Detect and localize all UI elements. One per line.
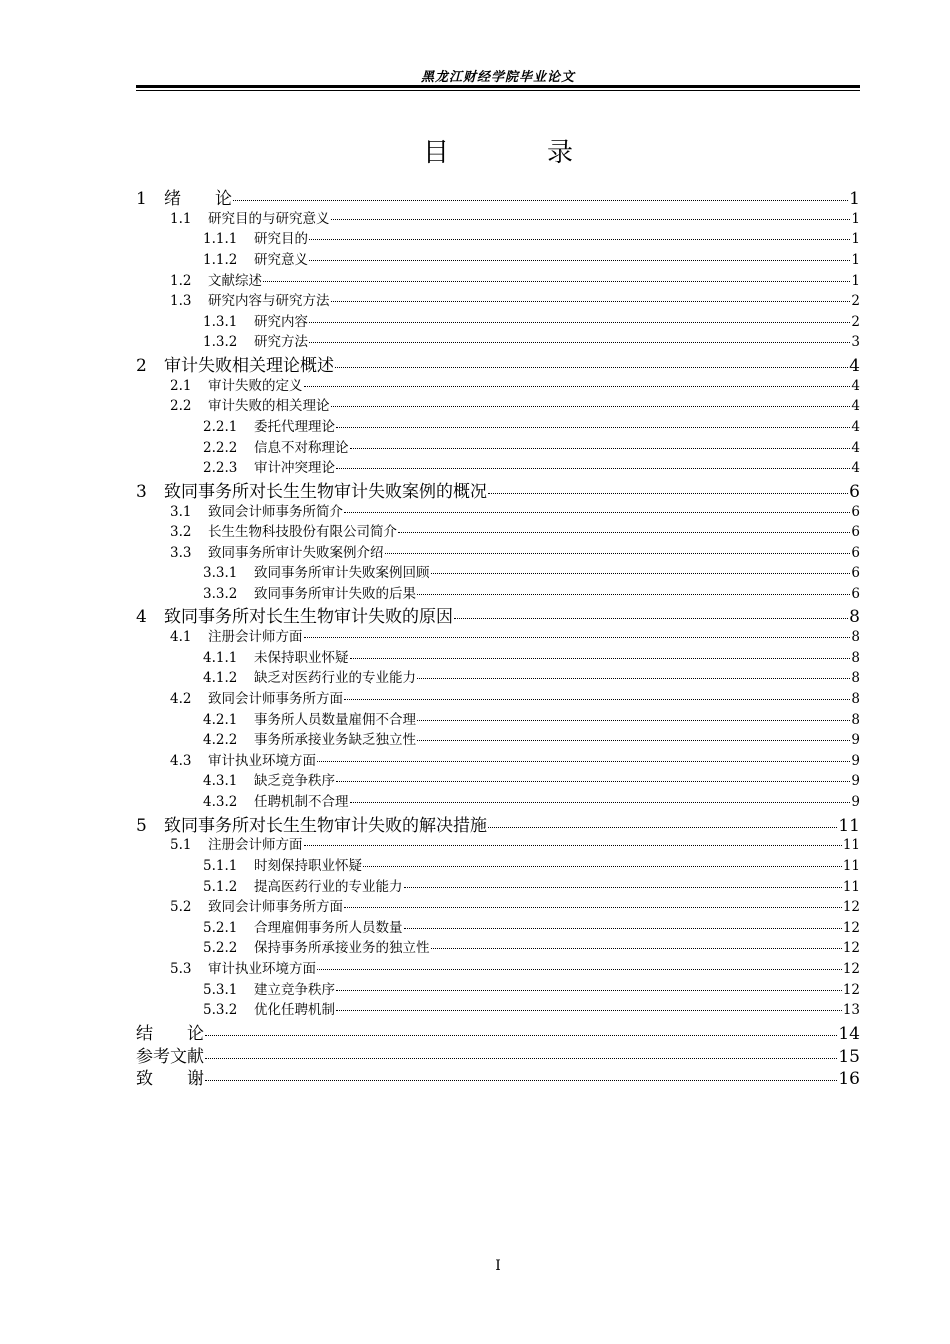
toc-entry-number: 5.1.2: [203, 878, 238, 895]
toc-entry[interactable]: [136, 1019, 860, 1042]
toc-entry[interactable]: [136, 520, 860, 541]
toc-dot-leader: [417, 740, 850, 741]
toc-entry-title: 研究目的: [254, 231, 308, 248]
toc-entry[interactable]: [136, 895, 860, 916]
toc-entry[interactable]: [136, 351, 860, 374]
toc-entry-title: 注册会计师方面: [208, 837, 303, 854]
toc-entry-page: 9: [851, 773, 860, 790]
toc-entry-number: 4.1.1: [203, 649, 238, 666]
toc-entry[interactable]: [136, 790, 860, 811]
toc-entry-page: 6: [849, 481, 860, 502]
toc-entry-page: 16: [838, 1069, 860, 1090]
toc-entry-title: 长生生物科技股份有限公司简介: [208, 524, 397, 541]
toc-entry-page: 4: [851, 460, 860, 477]
toc-entry-page: 12: [842, 919, 860, 936]
header-rule-thick: [136, 85, 860, 88]
toc-dot-leader: [335, 367, 848, 368]
toc-entry[interactable]: [136, 330, 860, 351]
toc-entry-title: 委托代理理论: [254, 418, 335, 435]
toc-entry-title: 研究内容与研究方法: [208, 293, 330, 310]
toc-dot-leader: [344, 699, 850, 700]
toc-entry-page: 11: [842, 878, 860, 895]
toc-entry-page: 9: [851, 732, 860, 749]
toc-entry-title: 致同会计师事务所方面: [208, 691, 343, 708]
toc-entry-number: 4: [136, 607, 147, 628]
toc-entry-title: 审计冲突理论: [254, 460, 335, 477]
toc-entry[interactable]: [136, 666, 860, 687]
toc-entry-title: 致 谢: [136, 1069, 204, 1090]
toc-entry-page: 8: [851, 670, 860, 687]
toc-entry-page: 6: [851, 503, 860, 520]
toc-entry-page: 11: [842, 837, 860, 854]
toc-dot-leader: [350, 658, 851, 659]
toc-entry[interactable]: [136, 289, 860, 310]
toc-entry[interactable]: [136, 625, 860, 646]
toc-entry-number: 5.2: [170, 899, 192, 916]
toc-entry-page: 6: [851, 524, 860, 541]
toc-dot-leader: [336, 468, 850, 469]
toc-entry-page: 4: [851, 418, 860, 435]
toc-entry-title: 缺乏对医药行业的专业能力: [254, 670, 416, 687]
toc-entry-number: 3.3.1: [203, 565, 238, 582]
toc-entry[interactable]: [136, 854, 860, 875]
toc-entry-title: 审计执业环境方面: [208, 752, 316, 769]
toc-entry[interactable]: [136, 916, 860, 937]
toc-entry[interactable]: [136, 602, 860, 628]
toc-entry[interactable]: [136, 374, 860, 395]
toc-entry[interactable]: [136, 875, 860, 896]
toc-dot-leader: [336, 990, 842, 991]
toc-entry-title: 研究内容: [254, 313, 308, 330]
toc-dot-leader: [309, 239, 850, 240]
toc-entry[interactable]: [136, 310, 860, 331]
toc-entry-number: 3.3: [170, 544, 192, 561]
toc-entry[interactable]: [136, 415, 860, 436]
toc-entry-number: 5.3: [170, 960, 192, 977]
toc-dot-leader: [205, 1058, 837, 1059]
toc-dot-leader: [309, 322, 850, 323]
toc-entry-title: 优化任聘机制: [254, 1002, 335, 1019]
toc-entry-page: 1: [851, 210, 860, 227]
toc-entry[interactable]: [136, 500, 860, 521]
toc-entry-number: 2.2.3: [203, 460, 238, 477]
toc-entry-number: 4.1.2: [203, 670, 238, 687]
toc-entry-number: 3: [136, 481, 147, 502]
toc-entry-page: 15: [838, 1046, 860, 1067]
toc-entry-number: 1.3.1: [203, 313, 238, 330]
toc-dot-leader: [317, 761, 850, 762]
toc-entry-title: 建立竞争秩序: [254, 981, 335, 998]
toc-entry-title: 审计失败的相关理论: [208, 398, 330, 415]
toc-entry-number: 2.2: [170, 398, 192, 415]
toc-entry-page: 12: [842, 940, 860, 957]
toc-entry-title: 致同事务所审计失败案例介绍: [208, 544, 384, 561]
toc-entry[interactable]: [136, 708, 860, 729]
toc-entry[interactable]: [136, 541, 860, 562]
toc-entry-number: 4.1: [170, 629, 192, 646]
toc-entry-page: 11: [838, 815, 860, 836]
toc-entry-page: 8: [851, 691, 860, 708]
toc-entry-number: 2.1: [170, 377, 192, 394]
toc-entry-page: 9: [851, 752, 860, 769]
toc-dot-leader: [344, 512, 850, 513]
toc-dot-leader: [205, 1035, 837, 1036]
toc-dot-leader: [336, 781, 850, 782]
toc-entry-title: 保持事务所承接业务的独立性: [254, 940, 430, 957]
toc-entry[interactable]: [136, 1042, 860, 1065]
toc-entry-page: 1: [851, 231, 860, 248]
toc-entry-number: 4.2.2: [203, 732, 238, 749]
toc-dot-leader: [417, 678, 850, 679]
toc-dot-leader: [331, 301, 851, 302]
toc-entry-title: 事务所承接业务缺乏独立性: [254, 732, 416, 749]
toc-entry-number: 2.2.1: [203, 418, 238, 435]
toc-entry-title: 致同事务所对长生生物审计失败的解决措施: [164, 815, 487, 836]
toc-entry-title: 任聘机制不合理: [254, 794, 349, 811]
toc-entry[interactable]: [136, 582, 860, 603]
toc-entry-title: 审计失败的定义: [208, 377, 303, 394]
toc-entry-number: 1.3.2: [203, 334, 238, 351]
toc-entry-number: 3.3.2: [203, 585, 238, 602]
toc-entry[interactable]: [136, 248, 860, 269]
toc-entry-page: 9: [851, 794, 860, 811]
toc-entry[interactable]: [136, 646, 860, 667]
toc-entry[interactable]: [136, 769, 860, 790]
toc-entry-title: 提高医药行业的专业能力: [254, 878, 403, 895]
toc-entry-page: 6: [851, 585, 860, 602]
toc-entry-page: 1: [851, 251, 860, 268]
toc-dot-leader: [431, 948, 842, 949]
toc-entry[interactable]: [136, 477, 860, 500]
toc-entry-title: 审计执业环境方面: [208, 960, 316, 977]
toc-dot-leader: [309, 260, 850, 261]
toc-entry-number: 4.3.2: [203, 794, 238, 811]
table-of-contents: [136, 184, 860, 1090]
toc-dot-leader: [336, 1010, 842, 1011]
toc-entry[interactable]: [136, 269, 860, 290]
toc-entry[interactable]: [136, 998, 860, 1019]
toc-entry[interactable]: [136, 687, 860, 708]
toc-dot-leader: [304, 845, 842, 846]
toc-entry-page: 6: [851, 544, 860, 561]
toc-dot-leader: [205, 1080, 837, 1081]
toc-entry-page: 12: [842, 960, 860, 977]
toc-entry-page: 2: [851, 293, 860, 310]
toc-entry-title: 未保持职业怀疑: [254, 649, 349, 666]
toc-dot-leader: [454, 618, 848, 619]
toc-entry-number: 5.3.2: [203, 1002, 238, 1019]
toc-dot-leader: [344, 907, 842, 908]
toc-dot-leader: [336, 427, 850, 428]
toc-entry-page: 8: [851, 629, 860, 646]
toc-entry-number: 5.1.1: [203, 858, 238, 875]
toc-entry-page: 4: [851, 398, 860, 415]
toc-dot-leader: [431, 573, 851, 574]
page-title: 目 录: [422, 138, 609, 168]
toc-entry-number: 4.2: [170, 691, 192, 708]
toc-entry[interactable]: [136, 436, 860, 457]
toc-entry[interactable]: [136, 936, 860, 957]
toc-entry-page: 1: [851, 272, 860, 289]
toc-dot-leader: [304, 637, 851, 638]
toc-entry-number: 1: [136, 189, 147, 209]
toc-dot-leader: [417, 720, 850, 721]
toc-entry-page: 12: [842, 899, 860, 916]
toc-entry-title: 时刻保持职业怀疑: [254, 858, 362, 875]
toc-entry-number: 3.1: [170, 503, 192, 520]
toc-entry[interactable]: [136, 227, 860, 248]
toc-entry-title: 致同事务所审计失败的后果: [254, 585, 416, 602]
toc-entry-title: 致同会计师事务所方面: [208, 899, 343, 916]
toc-entry[interactable]: [136, 749, 860, 770]
toc-entry[interactable]: [136, 978, 860, 999]
toc-entry-number: 5.1: [170, 837, 192, 854]
toc-entry-page: 11: [842, 858, 860, 875]
toc-entry-number: 3.2: [170, 524, 192, 541]
toc-entry-title: 注册会计师方面: [208, 629, 303, 646]
toc-entry[interactable]: [136, 456, 860, 477]
toc-entry-number: 2: [136, 355, 147, 376]
toc-entry-title: 研究目的与研究意义: [208, 210, 330, 227]
toc-entry-number: 1.1: [170, 210, 192, 227]
toc-entry-title: 参考文献: [136, 1046, 204, 1067]
toc-entry-title: 事务所人员数量雇佣不合理: [254, 711, 416, 728]
toc-dot-leader: [398, 532, 850, 533]
toc-dot-leader: [233, 200, 848, 201]
toc-entry-page: 4: [851, 439, 860, 456]
toc-entry[interactable]: [136, 1064, 860, 1090]
toc-entry[interactable]: [136, 561, 860, 582]
toc-dot-leader: [385, 553, 851, 554]
toc-dot-leader: [350, 802, 851, 803]
toc-entry[interactable]: [136, 811, 860, 834]
toc-entry-page: 1: [849, 189, 860, 209]
toc-entry-number: 5.2.1: [203, 919, 238, 936]
toc-entry-page: 8: [849, 607, 860, 628]
toc-dot-leader: [331, 219, 851, 220]
toc-entry-title: 致同事务所审计失败案例回顾: [254, 565, 430, 582]
toc-entry-number: 4.3: [170, 752, 192, 769]
toc-entry[interactable]: [136, 833, 860, 854]
toc-entry[interactable]: [136, 184, 860, 207]
toc-entry-number: 1.1.1: [203, 231, 238, 248]
toc-entry-page: 12: [842, 981, 860, 998]
toc-entry-title: 研究方法: [254, 334, 308, 351]
toc-dot-leader: [404, 887, 842, 888]
toc-entry-page: 4: [851, 377, 860, 394]
toc-dot-leader: [263, 281, 850, 282]
toc-entry-title: 致同会计师事务所简介: [208, 503, 343, 520]
toc-entry-title: 审计失败相关理论概述: [164, 355, 334, 376]
toc-dot-leader: [309, 342, 850, 343]
toc-entry-page: 4: [849, 355, 860, 376]
toc-entry-page: 13: [842, 1002, 860, 1019]
toc-entry-number: 4.3.1: [203, 773, 238, 790]
toc-entry-title: 研究意义: [254, 251, 308, 268]
toc-entry-title: 致同事务所对长生生物审计失败的原因: [164, 607, 453, 628]
toc-dot-leader: [417, 594, 850, 595]
toc-entry-page: 14: [838, 1023, 860, 1044]
toc-entry-title: 绪 论: [164, 189, 232, 209]
toc-dot-leader: [488, 827, 837, 828]
running-header: 黑龙江财经学院毕业论文: [420, 70, 575, 85]
toc-entry-title: 缺乏竞争秩序: [254, 773, 335, 790]
toc-entry-page: 8: [851, 649, 860, 666]
toc-entry-page: 2: [851, 313, 860, 330]
toc-entry-page: 6: [851, 565, 860, 582]
toc-dot-leader: [304, 386, 851, 387]
toc-entry-number: 1.1.2: [203, 251, 238, 268]
toc-entry-title: 结 论: [136, 1023, 204, 1044]
toc-dot-leader: [331, 406, 851, 407]
toc-dot-leader: [317, 969, 842, 970]
page-number: I: [495, 1258, 501, 1274]
toc-entry-title: 文献综述: [208, 272, 262, 289]
toc-entry[interactable]: [136, 394, 860, 415]
toc-entry[interactable]: [136, 207, 860, 228]
toc-entry-title: 信息不对称理论: [254, 439, 349, 456]
toc-entry-title: 致同事务所对长生生物审计失败案例的概况: [164, 481, 487, 502]
toc-entry-number: 2.2.2: [203, 439, 238, 456]
toc-entry[interactable]: [136, 957, 860, 978]
toc-dot-leader: [350, 448, 851, 449]
toc-entry-number: 1.3: [170, 293, 192, 310]
toc-entry-number: 5: [136, 815, 147, 836]
toc-dot-leader: [363, 866, 842, 867]
toc-entry-page: 3: [851, 334, 860, 351]
toc-entry-number: 5.3.1: [203, 981, 238, 998]
toc-entry-page: 8: [851, 711, 860, 728]
toc-dot-leader: [404, 928, 842, 929]
toc-entry-number: 4.2.1: [203, 711, 238, 728]
header-rule-thin: [136, 90, 860, 91]
toc-dot-leader: [488, 493, 848, 494]
toc-entry-title: 合理雇佣事务所人员数量: [254, 919, 403, 936]
toc-entry-number: 1.2: [170, 272, 192, 289]
toc-entry-number: 5.2.2: [203, 940, 238, 957]
toc-entry[interactable]: [136, 728, 860, 749]
